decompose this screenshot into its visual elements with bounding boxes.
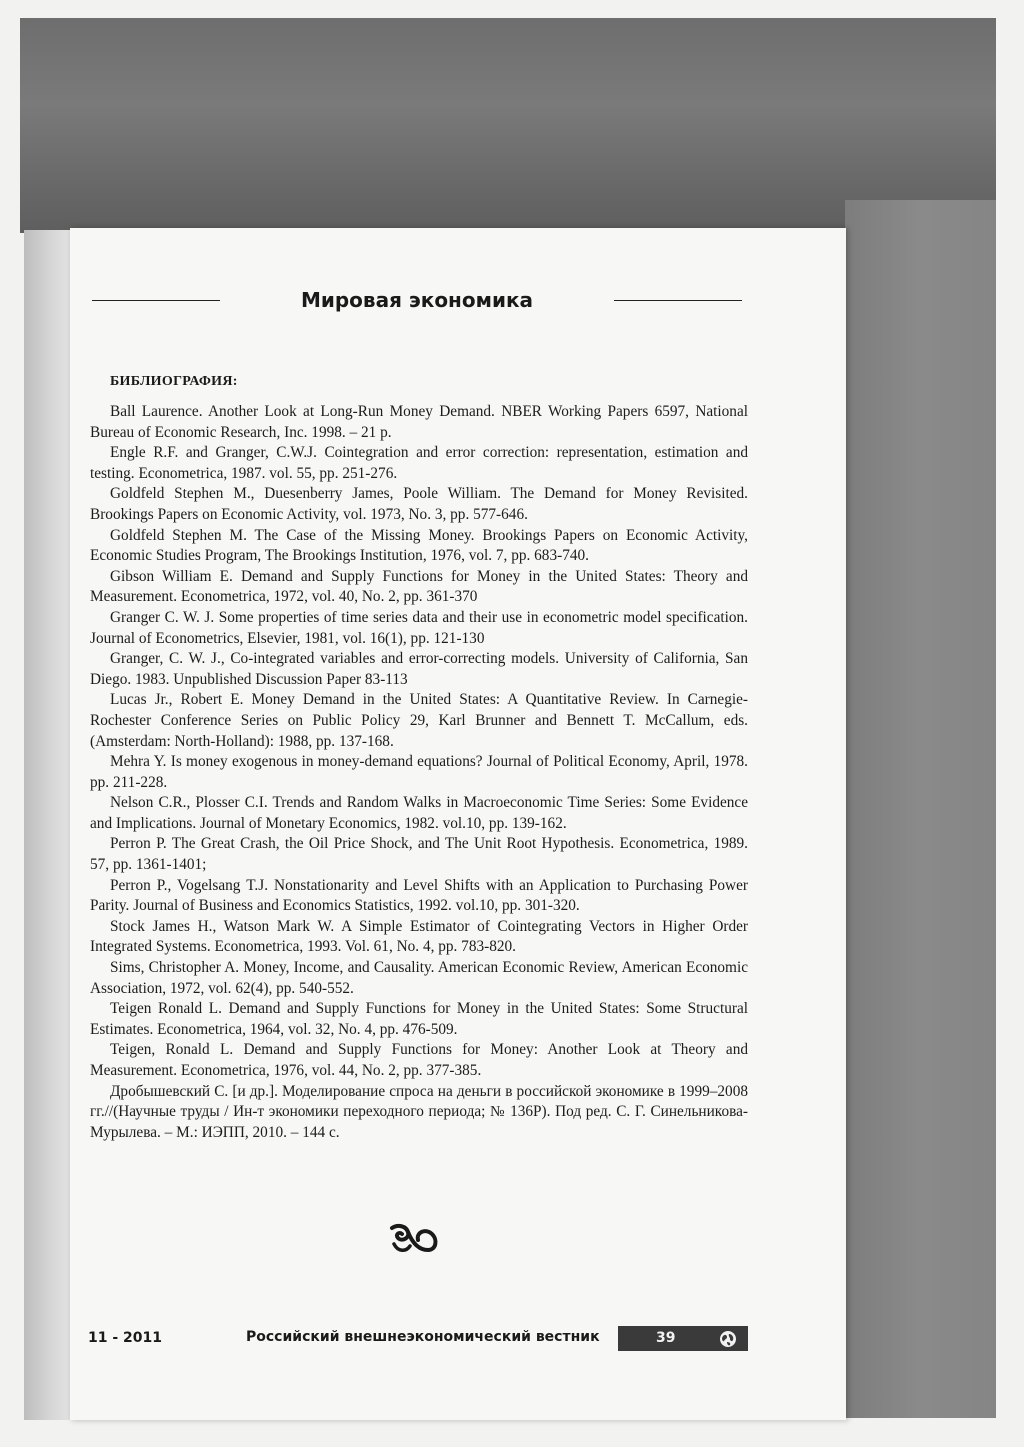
reference-entry: Ball Laurence. Another Look at Long-Run Money Demand. NBER Working Papers 6597, National Bureau of Economic Research, Inc. 1998. – 21 p. (90, 403, 748, 441)
fleuron-icon (388, 1222, 440, 1256)
header-rule-left (92, 300, 220, 301)
reference-entry: Goldfeld Stephen M., Duesenberry James, Poole William. The Demand for Money Revisited. Brookings Papers on Economic Activity, vol. 1973, No. 3, pp. 577-646. (90, 485, 748, 523)
reference-entry: Granger C. W. J. Some properties of time series data and their use in econometric model specification. Journal of Econometrics, Elsevier, 1981, vol. 16(1), pp. 121-130 (90, 608, 748, 647)
page-number-box (618, 1326, 748, 1351)
issue-number: 11 - 2011 (88, 1330, 163, 1346)
reference-entry: Granger, C. W. J., Co-integrated variables and error-correcting models. University of California, San Diego. 1983. Unpublished Discussion Paper 83-113 (90, 650, 748, 688)
reference-entry: Teigen, Ronald L. Demand and Supply Functions for Money: Another Look at Theory and Measurement. Econometrica, 1976, vol. 44, No. 2, pp. 377-385. (90, 1041, 748, 1079)
reference-entry: Nelson C.R., Plosser C.I. Trends and Random Walks in Macroeconomic Time Series: Some Evidence and Implications. Journal of Monetary Economics, 1982. vol.10, pp. 139-162. (90, 794, 748, 832)
reference-entry: Gibson William E. Demand and Supply Functions for Money in the United States: Theory and Measurement. Econometrica, 1972, vol. 40, No. 2, pp. 361-370 (90, 567, 748, 606)
reference-entry: Engle R.F. and Granger, C.W.J. Cointegration and error correction: representation, estimation and testing. Econometrica, 1987. vol. 55, pp. 251-276. (90, 444, 748, 482)
header-rule-right (614, 300, 742, 301)
reference-entry: Perron P., Vogelsang T.J. Nonstationarity and Level Shifts with an Application to Purchasing Power Parity. Journal of Business and Economics Statistics, 1992. vol.10, pp. 301-320. (90, 876, 748, 915)
reference-entry: Mehra Y. Is money exogenous in money-demand equations? Journal of Political Economy, April, 1978. pp. 211-228. (90, 753, 748, 791)
bibliography-list (90, 402, 748, 1143)
reference-entry: Lucas Jr., Robert E. Money Demand in the United States: A Quantitative Review. In Carnegie-Rochester Conference Series on Public Policy 29, Karl Brunner and Bennett T. McCallum, eds. (Amsterdam: North-Holland): 1988, pp. 137-168. (90, 691, 748, 750)
bibliography-heading: БИБЛИОГРАФИЯ: (110, 374, 238, 389)
reference-entry: Teigen Ronald L. Demand and Supply Functions for Money in the United States: Some Structural Estimates. Econometrica, 1964, vol. 32, No. 4, pp. 476-509. (90, 1000, 748, 1038)
reference-entry: Sims, Christopher A. Money, Income, and Causality. American Economic Review, American Economic Association, 1972, vol. 62(4), pp. 540-552. (90, 959, 748, 997)
page-footer (88, 1326, 750, 1352)
page-number: 39 (656, 1330, 676, 1346)
reference-entry: Goldfeld Stephen M. The Case of the Missing Money. Brookings Papers on Economic Activity, Economic Studies Program, The Brookings Institution, 1976, vol. 7, pp. 683-740. (90, 526, 748, 565)
reference-entry: Дробышевский С. [и др.]. Моделирование спроса на деньги в российской экономике в 1999–2008 гг.//(Научные труды / Ин-т экономики переходного периода; № 136Р). Под ред. С. Г. Синельникова-Мурылева. – М.: ИЭПП, 2010. – 144 с. (90, 1082, 748, 1141)
journal-title: Российский внешнеэкономический вестник (246, 1329, 600, 1345)
section-title: Мировая экономика (300, 288, 534, 312)
running-header (92, 282, 742, 318)
globe-icon (718, 1329, 738, 1349)
scanner-background-right (845, 200, 996, 1418)
reference-entry: Perron P. The Great Crash, the Oil Price Shock, and The Unit Root Hypothesis. Econometrica, 1989. 57, pp. 1361-1401; (90, 835, 748, 874)
reference-entry: Stock James H., Watson Mark W. A Simple Estimator of Cointegrating Vectors in Higher Order Integrated Systems. Econometrica, 1993. Vol. 61, No. 4, pp. 783-820. (90, 917, 748, 956)
